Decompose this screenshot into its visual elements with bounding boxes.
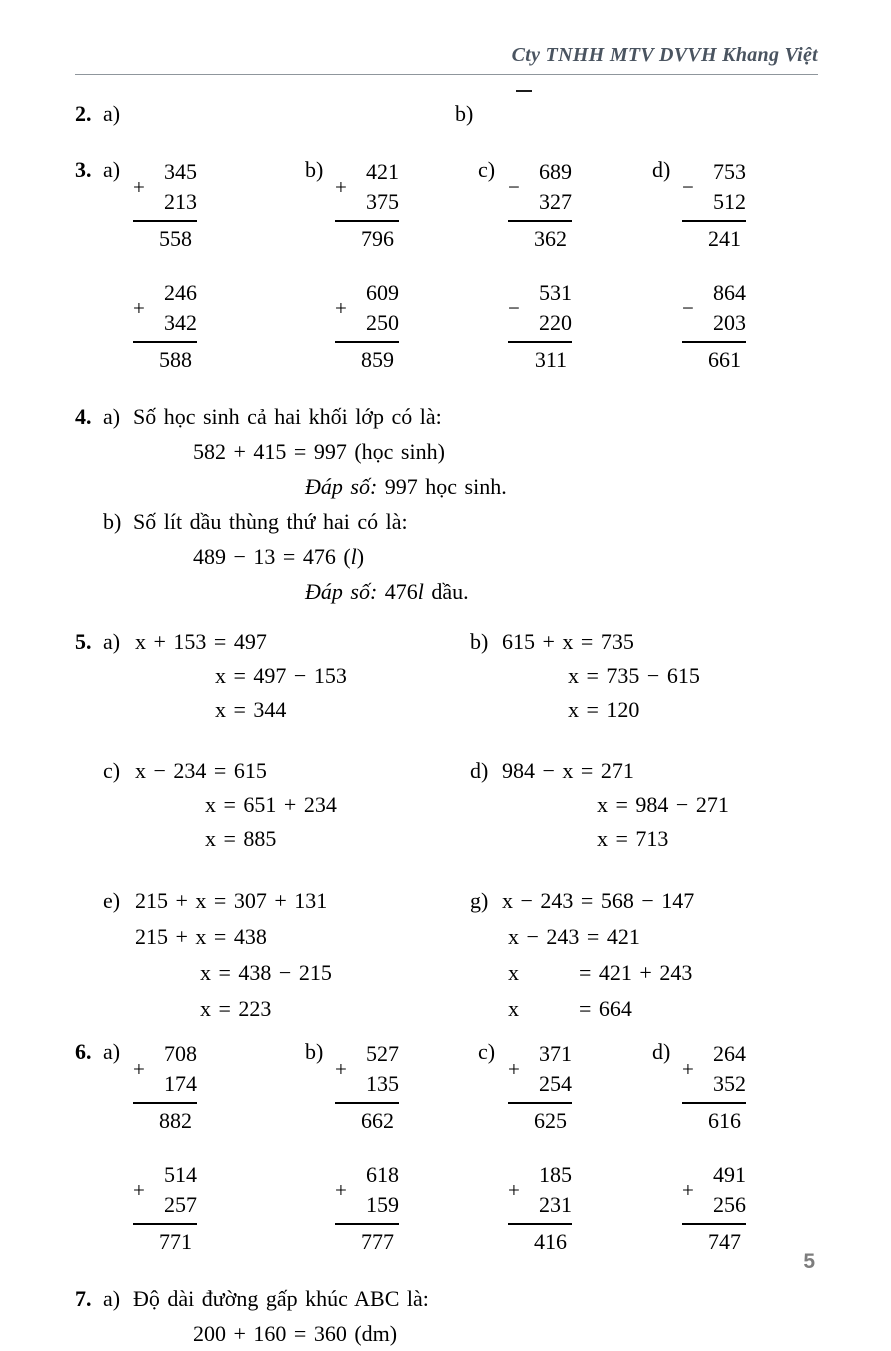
operator: + (133, 1056, 145, 1081)
part-label: c) (478, 1039, 496, 1064)
operand-bottom: 220 (539, 310, 572, 335)
column-arithmetic (508, 1160, 572, 1257)
arith-problem (478, 278, 652, 375)
result: 616 (708, 1108, 741, 1133)
publisher-name: Cty TNHH MTV DVVH Khang Việt (75, 44, 818, 75)
operand-top: 345 (164, 159, 197, 184)
equation-part-c (75, 754, 470, 856)
result: 588 (159, 347, 192, 372)
equation-text: 582 + 415 = 997 (học sinh) (193, 439, 445, 464)
operator: − (508, 295, 520, 320)
sum-rule (133, 220, 197, 222)
operand-bottom: 256 (713, 1192, 746, 1217)
equation-text: 984 − x = 271 (502, 758, 634, 783)
result: 241 (708, 226, 741, 251)
arith-problem-6d (652, 1039, 818, 1136)
result: 777 (361, 1229, 394, 1254)
problem-number: 3. (75, 157, 92, 182)
equation-text: x = 651 + 234 (205, 792, 337, 817)
operator: + (682, 1056, 694, 1081)
result: 747 (708, 1229, 741, 1254)
arith-problem (75, 278, 305, 375)
operand-top: 246 (164, 280, 197, 305)
equation-text: x + 153 = 497 (135, 629, 267, 654)
sum-rule (133, 341, 197, 343)
equation-text: x = 497 − 153 (215, 663, 347, 688)
question-line (75, 1281, 818, 1316)
arith-problem-3a (75, 157, 305, 254)
question-text: Số học sinh cả hai khối lớp có là: (133, 404, 442, 429)
part-label: b) (103, 509, 122, 534)
operand-bottom: 213 (164, 189, 197, 214)
operator: + (133, 174, 145, 199)
question-line (103, 504, 818, 539)
arith-problem-6c (478, 1039, 652, 1136)
result: 661 (708, 347, 741, 372)
problem-3-row-2 (75, 278, 818, 375)
column-arithmetic (682, 157, 746, 254)
equation-text: 615 + x = 735 (502, 629, 634, 654)
operand-top: 864 (713, 280, 746, 305)
arith-problem-3c (478, 157, 652, 254)
problem-2 (75, 101, 818, 129)
operator: + (133, 295, 145, 320)
operand-bottom: 203 (713, 310, 746, 335)
minus-mark (516, 90, 532, 92)
equation-part-g (470, 883, 818, 1027)
result: 771 (159, 1229, 192, 1254)
equation-part-d (470, 754, 818, 856)
operand-bottom: 250 (366, 310, 399, 335)
operator: + (335, 1177, 347, 1202)
sum-rule (682, 1223, 746, 1225)
page-header (75, 0, 818, 75)
equation-text: x = 984 − 271 (597, 792, 729, 817)
operand-bottom: 257 (164, 1192, 197, 1217)
column-arithmetic (508, 1039, 572, 1136)
result: 416 (534, 1229, 567, 1254)
part-label: d) (470, 758, 489, 783)
problem-6-row-1 (75, 1039, 818, 1136)
column-arithmetic (682, 1039, 746, 1136)
arith-problem (305, 278, 478, 375)
equation-text: x = 438 − 215 (200, 960, 332, 985)
equation-text: 200 + 160 = 360 (dm) (193, 1321, 398, 1346)
operator: + (682, 1177, 694, 1202)
operand-top: 514 (164, 1162, 197, 1187)
result: 859 (361, 347, 394, 372)
arith-problem (478, 1160, 652, 1257)
column-arithmetic (133, 157, 197, 254)
problem-4 (75, 399, 818, 609)
problem-7 (75, 1281, 818, 1351)
arith-problem-3d (652, 157, 818, 254)
equation-text: x − 243 = 421 (508, 924, 640, 949)
equation-text: 215 + x = 438 (135, 924, 267, 949)
operand-bottom: 375 (366, 189, 399, 214)
problem-5 (75, 625, 818, 1027)
arith-problem (652, 278, 818, 375)
operand-top: 264 (713, 1041, 746, 1066)
equation-text: x − 243 = 568 − 147 (502, 888, 695, 913)
column-arithmetic (133, 1160, 197, 1257)
question-line (75, 399, 818, 434)
sum-rule (133, 1102, 197, 1104)
operand-bottom: 352 (713, 1071, 746, 1096)
sum-rule (682, 1102, 746, 1104)
part-label: g) (470, 888, 489, 913)
part-label: c) (478, 157, 496, 182)
operand-top: 689 (539, 159, 572, 184)
operand-top: 185 (539, 1162, 572, 1187)
question-text: Độ dài đường gấp khúc ABC là: (133, 1286, 429, 1311)
problem-number: 2. (75, 101, 92, 126)
operand-bottom: 254 (539, 1071, 572, 1096)
problem-6-row-2 (75, 1160, 818, 1257)
equation-text: 489 − 13 = 476 (l) (193, 544, 365, 569)
part-label: b) (305, 157, 324, 182)
part-label: a) (103, 1039, 121, 1064)
operand-bottom: 159 (366, 1192, 399, 1217)
column-arithmetic (508, 157, 572, 254)
answer-line (305, 574, 818, 609)
part-label: b) (455, 101, 474, 126)
column-arithmetic (682, 1160, 746, 1257)
arith-problem (305, 1160, 478, 1257)
part-label: c) (103, 758, 121, 783)
equation-text: x = 735 − 615 (568, 663, 700, 688)
sum-rule (133, 1223, 197, 1225)
equation-text: x = 120 (568, 697, 640, 722)
column-arithmetic (133, 278, 197, 375)
problem-number: 6. (75, 1039, 92, 1064)
part-label: a) (103, 1286, 121, 1311)
operand-top: 371 (539, 1041, 572, 1066)
operator: − (682, 295, 694, 320)
arith-problem-6a (75, 1039, 305, 1136)
operator: + (133, 1177, 145, 1202)
answer-text: 997 học sinh. (384, 474, 507, 499)
part-label: a) (103, 404, 121, 429)
unit-liter: l (350, 544, 357, 569)
operand-bottom: 174 (164, 1071, 197, 1096)
operator: + (335, 295, 347, 320)
result: 311 (534, 347, 567, 372)
column-arithmetic (335, 157, 399, 254)
part-label: d) (652, 157, 671, 182)
result: 558 (159, 226, 192, 251)
arith-problem-6b (305, 1039, 478, 1136)
sum-rule (335, 220, 399, 222)
sum-rule (508, 220, 572, 222)
operator: − (682, 174, 694, 199)
answer-line (305, 469, 818, 504)
sum-rule (335, 1102, 399, 1104)
sum-rule (682, 220, 746, 222)
operand-top: 618 (366, 1162, 399, 1187)
result: 625 (534, 1108, 567, 1133)
operator: + (508, 1177, 520, 1202)
part-label: a) (103, 101, 121, 126)
equation-text: x = 344 (215, 697, 287, 722)
result: 882 (159, 1108, 192, 1133)
sum-rule (508, 1223, 572, 1225)
operator: + (335, 1056, 347, 1081)
operand-bottom: 327 (539, 189, 572, 214)
problem-number: 4. (75, 404, 92, 429)
problem-5-right-column (470, 625, 818, 1027)
operator: + (335, 174, 347, 199)
operand-top: 531 (539, 280, 572, 305)
sum-rule (508, 341, 572, 343)
arith-problem (652, 1160, 818, 1257)
column-arithmetic (335, 1160, 399, 1257)
problem-3-row-1 (75, 157, 818, 254)
operand-top: 708 (164, 1041, 197, 1066)
result: 662 (361, 1108, 394, 1133)
unit-liter: l (417, 579, 424, 604)
sum-rule (508, 1102, 572, 1104)
operand-top: 609 (366, 280, 399, 305)
equation-text: x = 713 (597, 826, 669, 851)
operand-bottom: 231 (539, 1192, 572, 1217)
column-arithmetic (508, 278, 572, 375)
page-number: 5 (803, 1250, 815, 1273)
arith-problem-3b (305, 157, 478, 254)
equation-part-b (470, 625, 818, 727)
column-arithmetic (133, 1039, 197, 1136)
result: 796 (361, 226, 394, 251)
sum-rule (335, 341, 399, 343)
equation-text: x = 223 (200, 996, 272, 1021)
problem-5-left-column (75, 625, 470, 1027)
equation-part-a (75, 625, 470, 727)
part-label: a) (103, 629, 121, 654)
result: 362 (534, 226, 567, 251)
equation-text: x = 885 (205, 826, 277, 851)
answer-label: Đáp số: (305, 579, 378, 604)
equation-text: x = 664 (508, 996, 632, 1021)
problem-number: 5. (75, 629, 92, 654)
equation-text: x = 421 + 243 (508, 960, 693, 985)
operand-top: 753 (713, 159, 746, 184)
column-arithmetic (682, 278, 746, 375)
sum-rule (682, 341, 746, 343)
operator: + (508, 1056, 520, 1081)
part-label: d) (652, 1039, 671, 1064)
column-arithmetic (335, 1039, 399, 1136)
operand-top: 527 (366, 1041, 399, 1066)
operand-top: 491 (713, 1162, 746, 1187)
column-arithmetic (335, 278, 399, 375)
operator: − (508, 174, 520, 199)
operand-bottom: 512 (713, 189, 746, 214)
operand-top: 421 (366, 159, 399, 184)
arith-problem (75, 1160, 305, 1257)
sum-rule (335, 1223, 399, 1225)
equation-text: 215 + x = 307 + 131 (135, 888, 328, 913)
part-label: b) (470, 629, 489, 654)
part-label: e) (103, 888, 121, 913)
answer-text: 476l dầu. (384, 579, 469, 604)
part-label: a) (103, 157, 121, 182)
equation-text: x − 234 = 615 (135, 758, 267, 783)
question-text: Số lít dầu thùng thứ hai có là: (133, 509, 408, 534)
equation-part-e (75, 883, 470, 1027)
answer-label: Đáp số: (305, 474, 378, 499)
problem-number: 7. (75, 1286, 92, 1311)
operand-bottom: 342 (164, 310, 197, 335)
part-label: b) (305, 1039, 324, 1064)
operand-bottom: 135 (366, 1071, 399, 1096)
